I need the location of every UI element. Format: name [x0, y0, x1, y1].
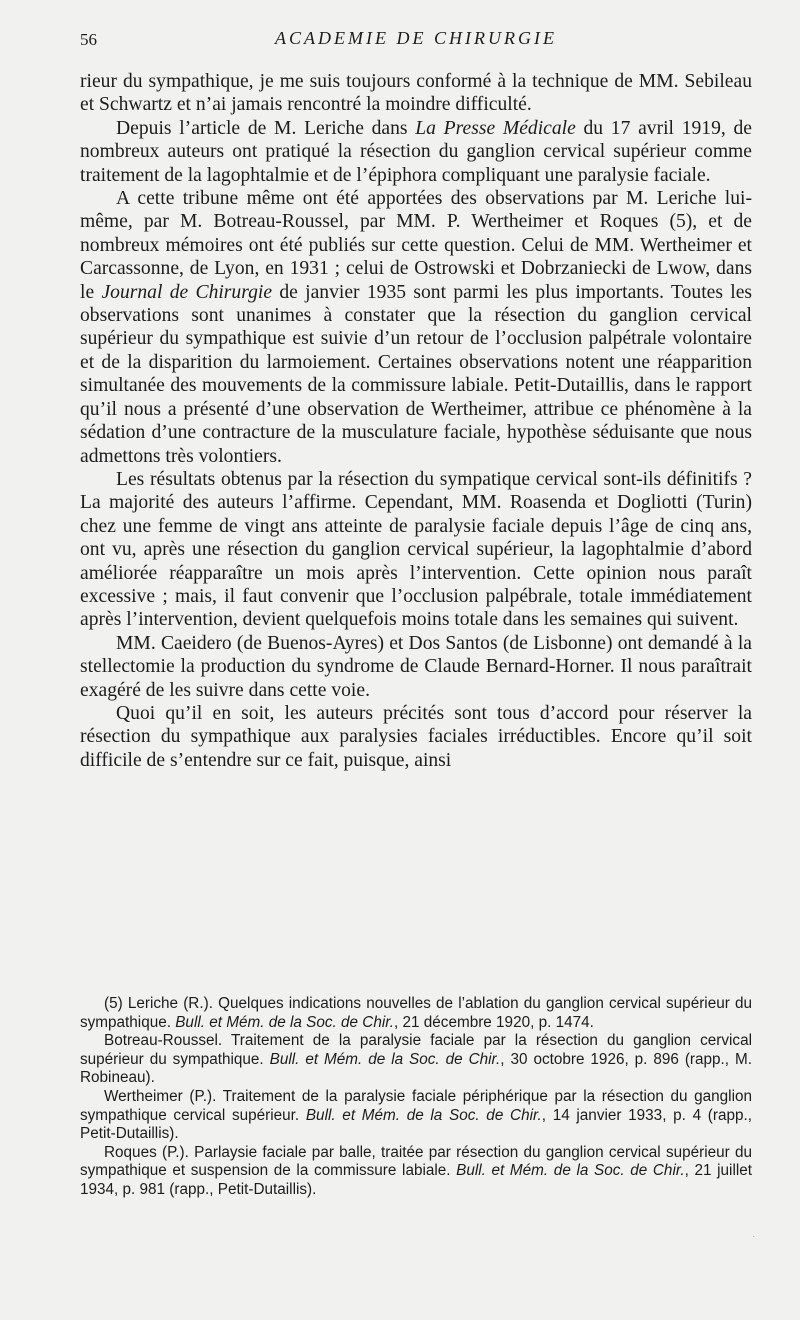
footnote-text: , 21 décembre 1920, p. 1474.: [394, 1013, 594, 1031]
footnote-journal: Bull. et Mém. de la Soc. de Chir.: [175, 1013, 395, 1031]
paragraph-1: rieur du sympathique, je me suis toujours conformé à la technique de MM. Sebileau et Schwartz et n’ai jamais rencontré la moindre difficulté.: [80, 71, 752, 116]
journal-title: La Presse Médicale: [415, 117, 576, 139]
scan-speck: ·: [752, 1232, 756, 1243]
paragraph-3-end: de janvier 1935 sont parmi les plus importants. Toutes les observations sont unanimes à constater que la résection du ganglion cervical supérieur du sympathique est suivie d’un retour de l’occlusion palpétrale volontaire et de la disparition du larmoiement. Certaines observations notent une réapparition simultanée des mouvements de la commissure labiale. Petit-Dutaillis, dans le rapport qu’il nous a présenté d’une observation de Wertheimer, attribue ce phénomène à la sédation d’une contracture de la musculature faciale, hypothèse séduisante que nous admettons très volontiers.: [80, 281, 753, 467]
paragraph-5: MM. Caeidero (de Buenos-Ayres) et Dos Santos (de Lisbonne) ont demandé à la stellectomie la production du syndrome de Claude Bernard-Horner. Il nous paraîtrait exagéré de les suivre dans cette voie.: [80, 632, 752, 701]
footnote-journal: Bull. et Mém. de la Soc. de Chir.: [305, 1106, 542, 1124]
page-header: [80, 28, 752, 54]
footnote-journal: Bull. et Mém. de la Soc. de Chir.: [456, 1162, 685, 1180]
paragraph-4: Les résultats obtenus par la résection du sympatique cervical sont-ils définitifs ? La majorité des auteurs l’affirme. Cependant, MM. Roasenda et Dogliotti (Turin) chez une femme de vingt ans atteinte de paralysie faciale depuis l’âge de cinq ans, ont vu, après une résection du ganglion cervical supérieur, la lagophtalmie d’abord améliorée réapparaître un mois après l’intervention. Cette opinion nous paraît excessive ; mais, il faut convenir que l’occlusion palpébrale, totale immédiatement après l’intervention, devient quelquefois moins totale dans les semaines qui suivent.: [80, 468, 752, 631]
paragraph-3: [80, 187, 752, 468]
footnote-text: Botreau-Roussel. Traitement de la paralysie faciale par la résection du ganglion cervical supérieur du sympathique.: [80, 1032, 752, 1068]
paragraph-2-end: du 17 avril 1919, de nombreux auteurs ont pratiqué la résection du ganglion cervical supérieur comme traitement de la lagophtalmie et de l’épiphora compliquant une paralysie faciale.: [80, 117, 753, 186]
page-number: 56: [80, 30, 97, 49]
footnote-text: , 21 juillet 1934, p. 981 (rapp., Petit-Dutaillis).: [80, 1162, 753, 1198]
running-title: ACADEMIE DE CHIRURGIE: [275, 28, 557, 48]
footnote-leriche: [80, 995, 752, 1032]
paragraph-2: [80, 117, 752, 187]
body-text: [80, 70, 752, 772]
journal-title: Journal de Chirurgie: [101, 281, 273, 303]
footnote-botreau-roussel: [80, 1032, 752, 1088]
footnote-journal: Bull. et Mém. de la Soc. de Chir.: [269, 1050, 501, 1068]
paragraph-3-start: A cette tribune même ont été apportées des observations par M. Leriche lui-même, par M. Botreau-Roussel, par MM. P. Wertheimer et Roques (5), et de nombreux mémoires ont été publiés sur cette question. Celui de MM. Wertheimer et Carcassonne, de Lyon, en 1931 ; celui de Ostrowski et Dobrzaniecki de Lwow, dans le: [80, 188, 752, 303]
footnote-text: , 14 janvier 1933, p. 4 (rapp., Petit-Dutaillis).: [80, 1106, 752, 1143]
footnote-text: (5) Leriche (R.). Quelques indications nouvelles de l’ablation du ganglion cervical supérieur du sympathique.: [80, 995, 752, 1031]
footnote-text: Roques (P.). Parlaysie faciale par balle, traitée par résection du ganglion cervical supérieur du sympathique et suspension de la commissure labiale.: [80, 1143, 752, 1180]
paragraph-2-start: Depuis l’article de M. Leriche dans: [116, 117, 416, 139]
footnote-wertheimer: [80, 1088, 752, 1144]
footnote-text: Wertheimer (P.). Traitement de la paralysie faciale périphérique par la résection du ganglion sympathique cervical supérieur.: [80, 1087, 752, 1124]
footnote-text: , 30 octobre 1926, p. 896 (rapp., M. Robineau).: [80, 1050, 752, 1087]
footnotes: [80, 995, 752, 1200]
paragraph-6: Quoi qu’il en soit, les auteurs précités sont tous d’accord pour réserver la résection du sympathique aux paralysies faciales irréductibles. Encore qu’il soit difficile de s’entendre sur ce fait, puisque, ainsi: [80, 702, 752, 771]
footnote-roques: [80, 1144, 752, 1200]
